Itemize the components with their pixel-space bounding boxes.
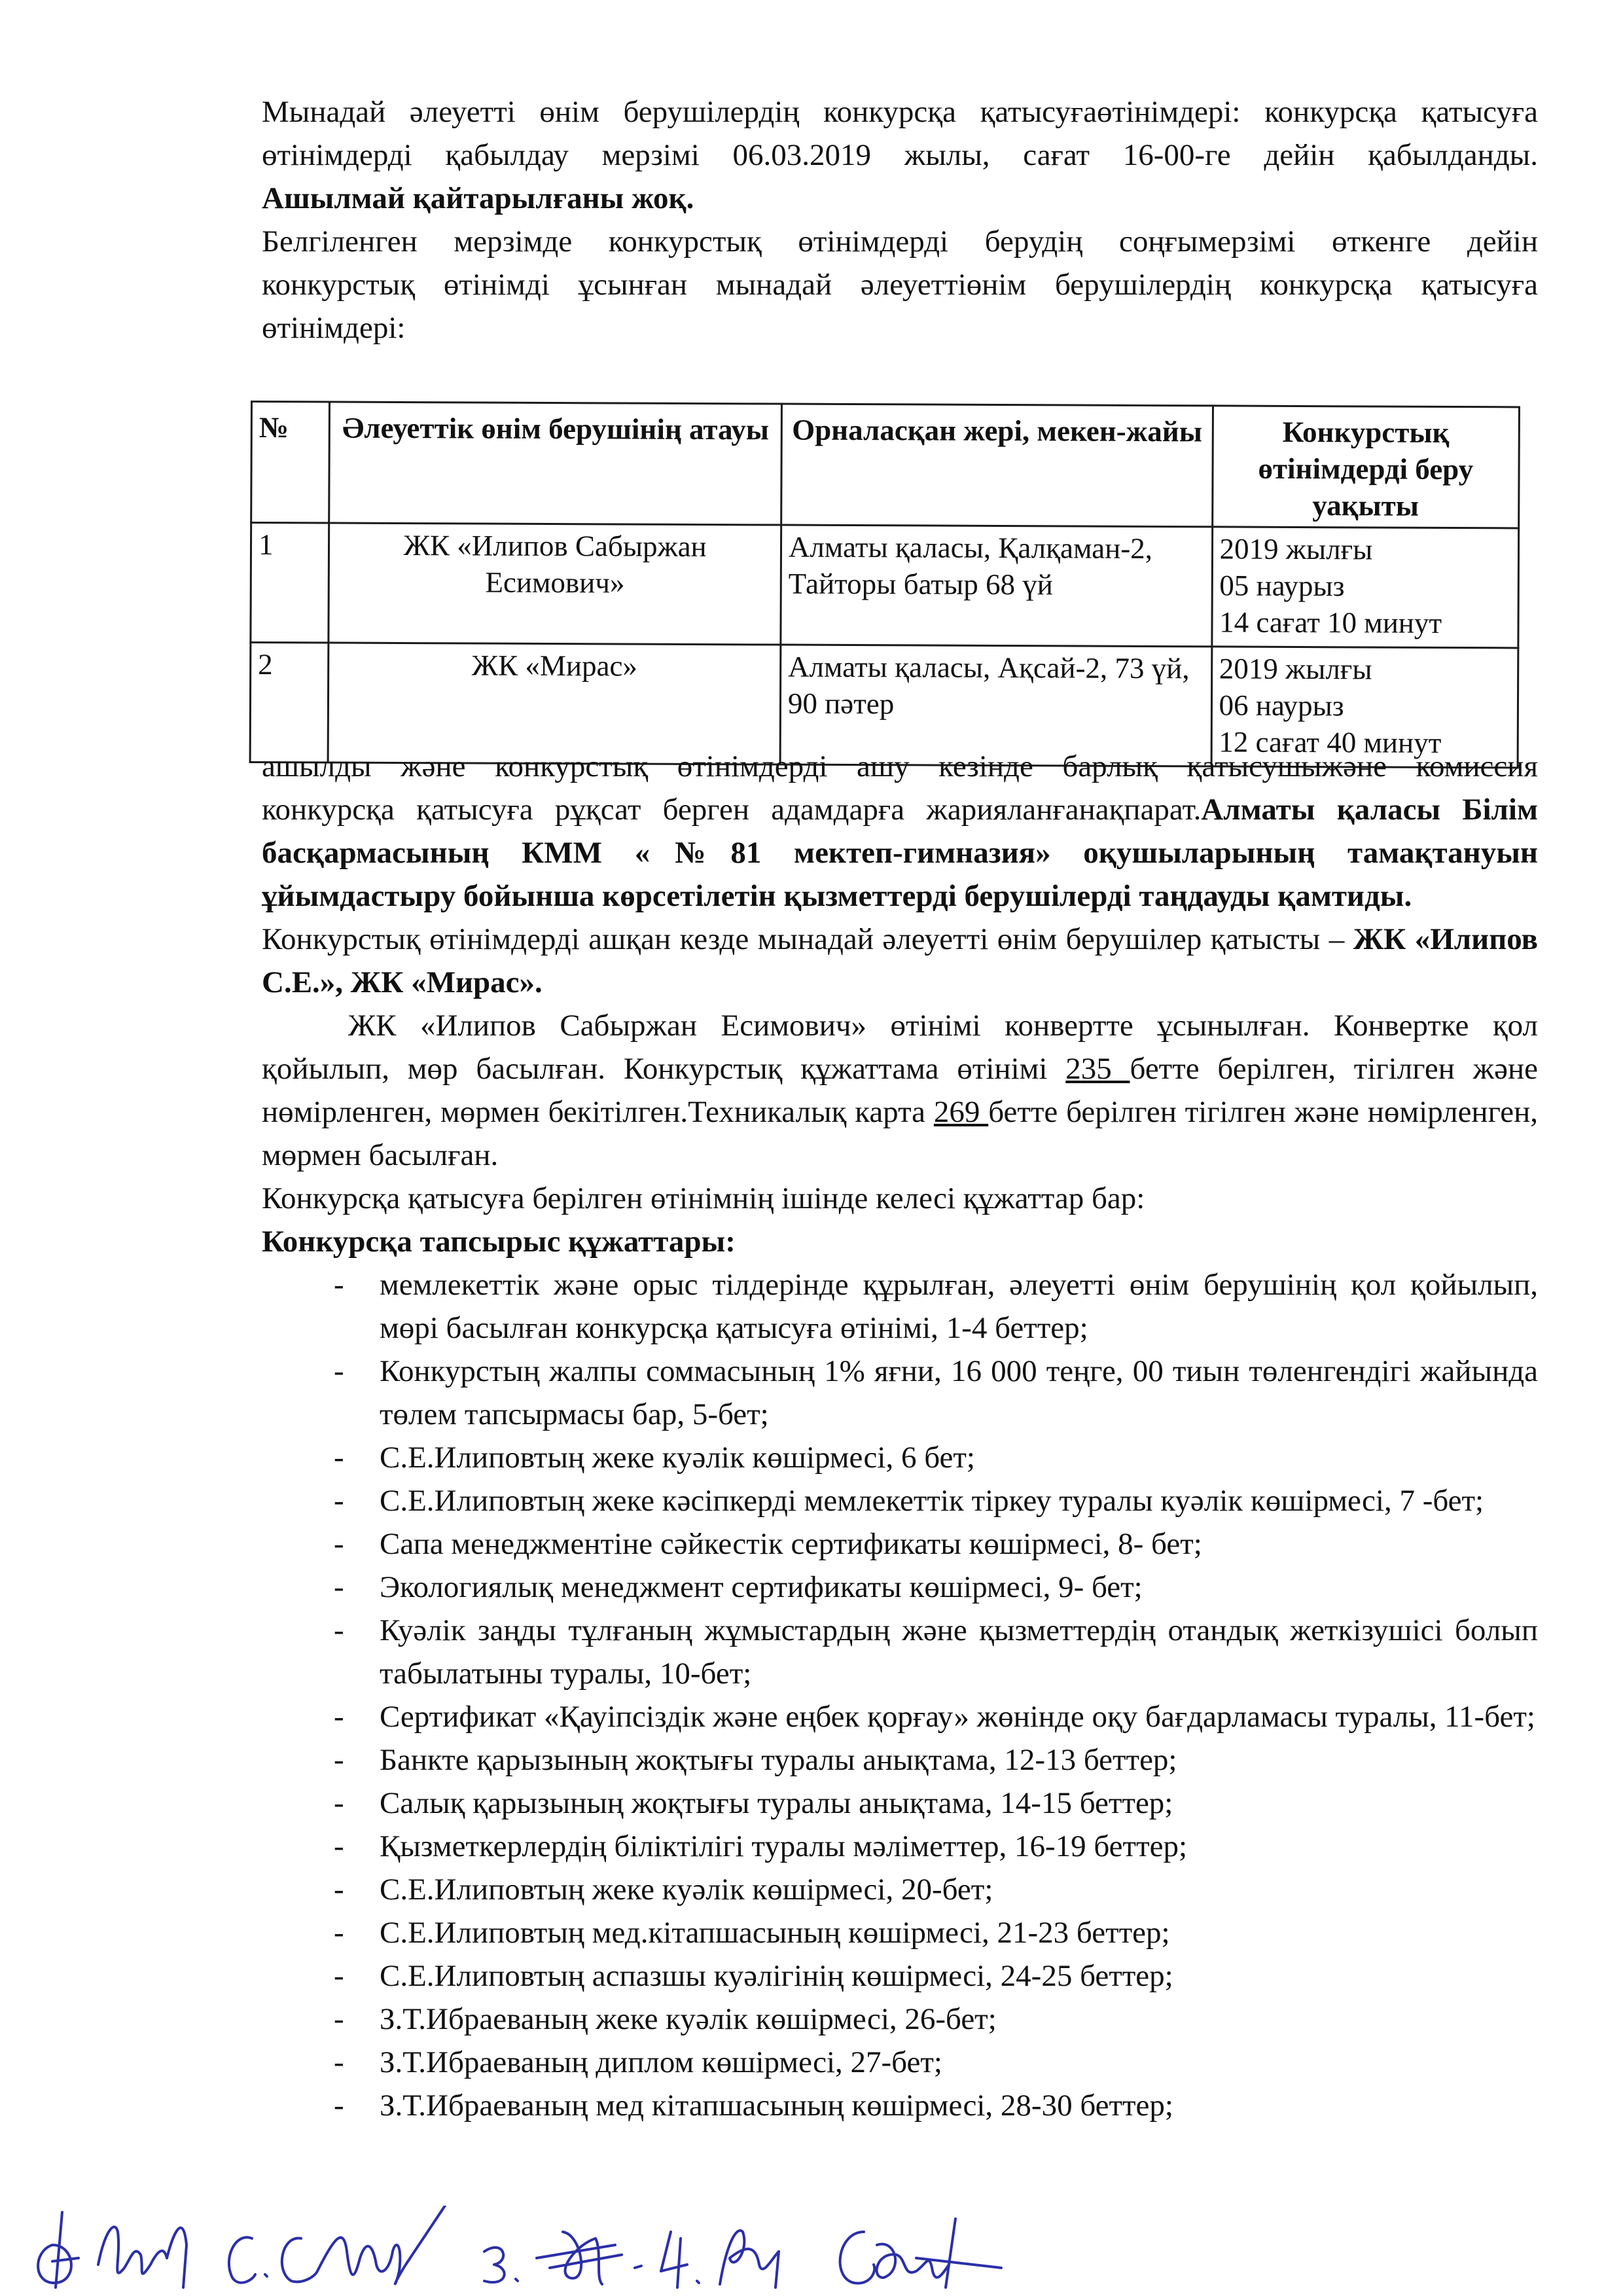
document-list-item (262, 1350, 1538, 1436)
bullet-dash: - (334, 1570, 344, 1604)
document-item-text: Куәлік заңды тұлғаның жұмыстардың және қызметтердің отандық жеткізушісі болып табылатыны туралы, 10-бет; (380, 1613, 1538, 1691)
handwritten-signatures (26, 2206, 1387, 2291)
supplier-name: ЖК «Илипов Сабыржан Есимович» (329, 523, 781, 645)
row-number: 2 (250, 643, 329, 763)
document-list-item (262, 1609, 1538, 1695)
participants-paragraph (262, 918, 1538, 1004)
envelope-text: бетте берілген, тігілген және нөмірленген, мөрмен бекітілген.Техникалық карта (262, 1052, 1539, 1129)
bullet-dash: - (334, 1743, 344, 1777)
intro-line: Белгіленген мерзімде конкурстық өтінімдерді берудің соңғымерзімі өткенге дейін (262, 224, 1538, 259)
document-item-text: С.Е.Илиповтың жеке куәлік көшірмесі, 20-бет; (380, 1873, 993, 1907)
document-list-item (262, 1695, 1538, 1738)
not-returned-statement: Ашылмай қайтарылғаны жоқ. (262, 181, 694, 215)
header-supplier-name: Әлеуеттік өнім берушінің атауы (329, 402, 781, 525)
supplier-name: ЖК «Мирас» (329, 643, 781, 764)
document-item-text: Сертификат «Қауіпсіздік және еңбек қорғау» жөнінде оқу бағдарламасы туралы, 11-бет; (380, 1700, 1535, 1734)
document-item-text: З.Т.Ибраеваның мед кітапшасының көшірмесі, 28-30 беттер; (380, 2089, 1173, 2123)
opening-bold-text: Алматы қаласы Білім (1201, 793, 1539, 827)
submission-time: 2019 жылғы 05 наурыз 14 сағат 10 минут (1211, 527, 1518, 648)
header-number: № (251, 402, 330, 524)
envelope-text: ЖК «Илипов Сабыржан Есимович» өтінімі конвертте ұсынылған. Конвертке қол қойылып, мөр басылған. Конкурстық құжаттама өтінімі (262, 1009, 1538, 1086)
participants-names: ЖК «Илипов С.Е.», ЖК «Мирас». (262, 922, 1538, 999)
table-header-row (251, 402, 1520, 528)
contents-intro: Конкурсқа қатысуға берілген өтінімнің ішінде келесі құжаттар бар: (262, 1181, 1145, 1215)
opening-line: ашылды және конкурстық өтінімдерді ашу кезінде барлық қатысушыжәне комиссия (262, 749, 1538, 783)
applications-table (249, 401, 1520, 768)
document-list-item (262, 1868, 1538, 1911)
document-list-item (262, 1436, 1538, 1479)
document-item-text: Конкурстың жалпы соммасының 1% яғни, 16 000 теңге, 00 тиын төленгендігі жайында төлем тапсырмасы бар, 5-бет; (380, 1354, 1538, 1431)
bullet-dash: - (334, 2045, 344, 2079)
header-submission-time: Конкурстық өтінімдерді беру уақыты (1212, 406, 1519, 528)
signature-1 (38, 2212, 187, 2287)
envelope-text: бетте берілген тігілген және нөмірленген, мөрмен басылған. (262, 1095, 1539, 1172)
tech-card-pages-count: 269 (933, 1095, 989, 1129)
intro-section (262, 90, 1538, 350)
application-pages-count: 235 (1065, 1052, 1130, 1086)
intro-line: Мынадай әлеуетті өнім берушілердің конкурсқа қатысуғаөтінімдері: конкурсқа қатысуға (262, 95, 1538, 129)
bullet-dash: - (334, 1441, 344, 1475)
document-list-item (262, 2041, 1538, 2084)
document-item-text: С.Е.Илиповтың жеке куәлік көшірмесі, 6 бет; (380, 1441, 975, 1475)
intro-line: өтінімдерді қабылдау мерзімі 06.03.2019 жылы, сағат 16-00-ге дейін қабылданды. (262, 138, 1538, 172)
signatures-area (26, 2206, 1387, 2291)
bullet-dash: - (334, 2002, 344, 2036)
document-list-item (262, 1911, 1538, 1954)
supplier-address: Алматы қаласы, Қалқаман-2, Тайторы батыр 68 үй (781, 525, 1212, 647)
signature-3 (484, 2232, 641, 2284)
document-list-item (262, 1998, 1538, 2041)
document-item-text: С.Е.Илиповтың мед.кітапшасының көшірмесі, 21-23 беттер; (380, 1916, 1170, 1950)
body-section (262, 745, 1538, 2127)
document-item-text: З.Т.Ибраеваның диплом көшірмесі, 27-бет; (380, 2045, 942, 2079)
document-item-text: С.Е.Илиповтың аспазшы куәлігінің көшірмесі, 24-25 беттер; (380, 1959, 1173, 1993)
document-list-item (262, 1566, 1538, 1609)
document-item-text: С.Е.Илиповтың жеке кәсіпкерді мемлекеттік тіркеу туралы куәлік көшірмесі, 7 -бет; (380, 1484, 1484, 1518)
bullet-dash: - (334, 1484, 344, 1518)
signature-4 (661, 2231, 779, 2287)
document-list-item (262, 1738, 1538, 1782)
bullet-dash: - (334, 1959, 344, 1993)
document-item-text: Қызметкерлердің біліктілігі туралы мәліметтер, 16-19 беттер; (380, 1829, 1188, 1863)
document-list-item (262, 2084, 1538, 2127)
competition-subject: басқармасының КММ «№81 мектеп-гимназия» оқушыларының тамақтануын ұйымдастыру бойынша көрсетілетін қызметтерді берушілерді таңдауды қамтиды. (262, 836, 1538, 913)
document-list-item (262, 1263, 1538, 1350)
signature-2 (229, 2206, 445, 2284)
bullet-dash: - (334, 1916, 344, 1950)
participants-text: Конкурстық өтінімдерді ашқан кезде мынадай әлеуетті өнім берушілер қатысты – (262, 922, 1353, 956)
document-list-item (262, 1522, 1538, 1566)
bullet-dash: - (334, 1268, 344, 1302)
envelope-paragraph (262, 1004, 1538, 1177)
documents-list (262, 1263, 1538, 2127)
document-list-item (262, 1954, 1538, 1998)
bullet-dash: - (334, 1613, 344, 1647)
document-list-item (262, 1782, 1538, 1825)
document-item-text: Салық қарызының жоқтығы туралы анықтама, 14-15 беттер; (380, 1786, 1173, 1820)
table-row (251, 523, 1519, 648)
signature-5 (840, 2219, 1001, 2287)
bullet-dash: - (334, 1786, 344, 1820)
document-item-text: З.Т.Ибраеваның жеке куәлік көшірмесі, 26-бет; (380, 2002, 997, 2036)
document-list-item (262, 1479, 1538, 1522)
bullet-dash: - (334, 1527, 344, 1561)
bullet-dash: - (334, 2089, 344, 2123)
document-item-text: Экологиялық менеджмент сертификаты көшірмесі, 9- бет; (380, 1570, 1143, 1604)
documents-heading: Конкурсқа тапсырыс құжаттары: (262, 1225, 736, 1259)
bullet-dash: - (334, 1700, 344, 1734)
bullet-dash: - (334, 1873, 344, 1907)
bullet-dash: - (334, 1354, 344, 1388)
opening-text: конкурсқа қатысуға рұқсат берген адамдарға жарияланғанақпарат. (262, 793, 1202, 827)
submission-time: 2019 жылғы 06 наурыз 12 сағат 40 минут (1211, 647, 1518, 768)
document-item-text: Банкте қарызының жоқтығы туралы анықтама, 12-13 беттер; (380, 1743, 1177, 1777)
bullet-dash: - (334, 1829, 344, 1863)
supplier-address: Алматы қаласы, Ақсай-2, 73 үй, 90 пәтер (780, 645, 1211, 766)
intro-line: конкурстық өтінімді ұсынған мынадай әлеуеттіөнім берушілердің конкурсқа қатысуға (262, 268, 1538, 302)
document-list-item (262, 1825, 1538, 1868)
row-number: 1 (251, 523, 329, 643)
header-address: Орналасқан жері, мекен-жайы (781, 404, 1213, 527)
document-item-text: мемлекеттік және орыс тілдерінде құрылған, әлеуетті өнім берушінің қол қойылып, мөрі басылған конкурсқа қатысуға өтінімі, 1-4 беттер; (380, 1268, 1538, 1345)
document-item-text: Сапа менеджментіне сәйкестік сертификаты көшірмесі, 8- бет; (380, 1527, 1202, 1561)
intro-line: өтінімдері: (262, 311, 406, 345)
opening-line (262, 788, 1538, 831)
